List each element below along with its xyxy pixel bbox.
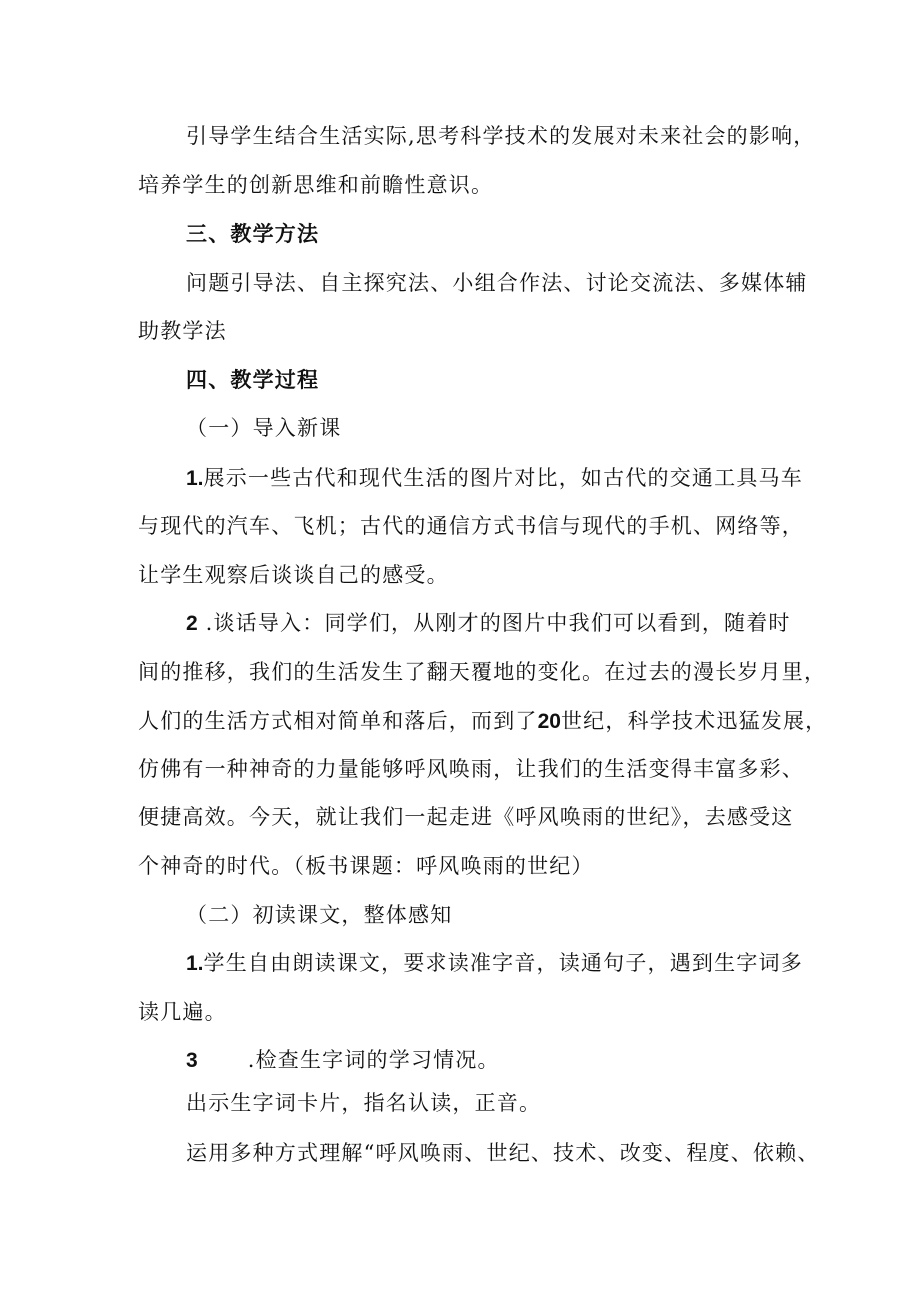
intro-item-2-line-5: 便捷高效。今天，就让我们一起走进《呼风唤雨的世纪》，去感受这	[138, 805, 794, 829]
part-2-heading: （二）初读课文，整体感知	[186, 903, 453, 927]
word-methods-line: 运用多种方式理解“呼风唤雨、世纪、技术、改变、程度、依赖、	[186, 1141, 820, 1165]
reading-item-3-text: .检查生字词的学习情况。	[247, 1048, 500, 1072]
intro-item-2-line-2: 间的推移，我们的生活发生了翻天覆地的变化。在过去的漫长岁月里，	[138, 660, 827, 684]
reading-item-1-line-2: 读几遍。	[138, 1000, 227, 1024]
section-3-heading: 三、教学方法	[186, 221, 320, 246]
intro-item-1-line-3: 让学生观察后谈谈自己的感受。	[138, 563, 449, 587]
reading-item-1-line-1	[186, 948, 803, 979]
intro-item-2-line-4: 仿佛有一种神奇的力量能够呼风唤雨，让我们的生活变得丰富多彩、	[138, 757, 804, 781]
intro-item-1-number: 1.	[186, 467, 204, 490]
intro-item-2-line-6: 个神奇的时代。（板书课题：呼风唤雨的世纪）	[138, 854, 594, 878]
methods-line-2: 助教学法	[138, 319, 227, 343]
reading-item-3-number: 3	[186, 1049, 198, 1072]
intro-item-2-text: .谈话导入：同学们，从刚才的图片中我们可以看到，随着时	[197, 611, 791, 635]
intro-item-2-line-3-b: 世纪，科学技术迅猛发展，	[560, 709, 828, 733]
century-number: 20	[537, 710, 561, 733]
reading-item-3	[186, 1045, 500, 1076]
objective-line-2: 培养学生的创新思维和前瞻性意识。	[138, 173, 494, 197]
intro-item-1-text: 展示一些古代和现代生活的图片对比，如古代的交通工具马车	[203, 466, 803, 490]
methods-line-1: 问题引导法、自主探究法、小组合作法、讨论交流法、多媒体辅	[186, 271, 808, 295]
word-cards-line: 出示生字词卡片，指名认读，正音。	[186, 1091, 542, 1115]
objective-line-1: 引导学生结合生活实际,思考科学技术的发展对未来社会的影响，	[186, 124, 816, 148]
section-4-heading: 四、教学过程	[186, 367, 320, 392]
reading-item-1-text: 学生自由朗读课文，要求读准字音，读通句子，遇到生字词多	[203, 951, 803, 975]
part-1-heading: （一）导入新课	[186, 416, 342, 440]
intro-item-1-line-2: 与现代的汽车、飞机；古代的通信方式书信与现代的手机、网络等，	[138, 514, 804, 538]
intro-item-2-line-1	[186, 608, 791, 639]
intro-item-2-number: 2	[186, 612, 198, 635]
intro-item-2-line-3-a: 人们的生活方式相对简单和落后，而到了	[138, 709, 538, 733]
intro-item-2-line-3	[138, 706, 827, 737]
reading-item-1-number: 1.	[186, 952, 204, 975]
intro-item-1-line-1	[186, 463, 803, 494]
